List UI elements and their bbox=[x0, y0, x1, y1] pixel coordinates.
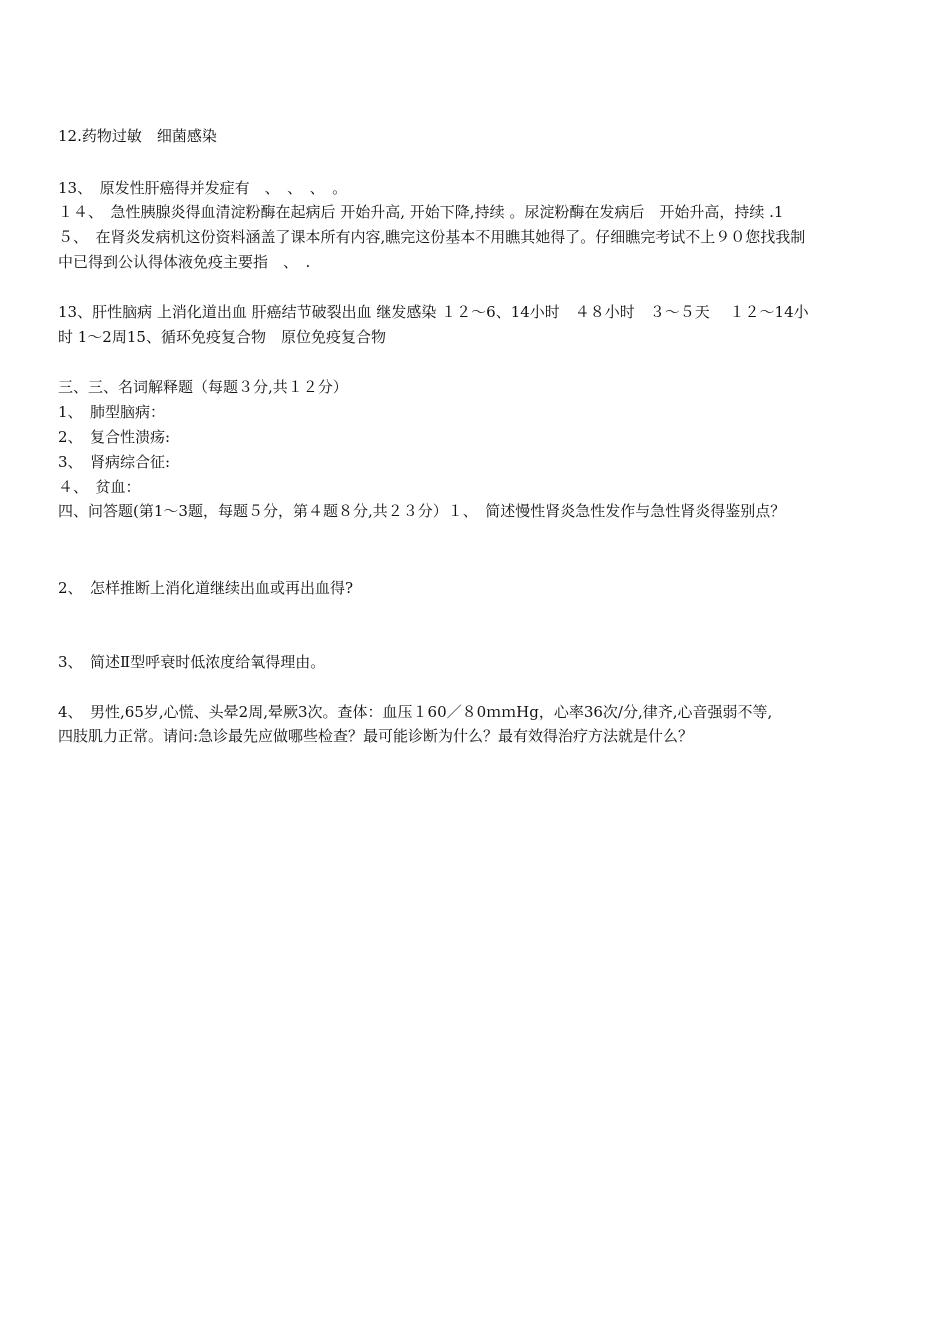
question-15-line-1: ５、 在肾炎发病机这份资料涵盖了课本所有内容,瞧完这份基本不用瞧其她得了。仔细瞧完考试不上９０您找我制 bbox=[58, 228, 806, 246]
essay-question-3: 3、 简述Ⅱ型呼衰时低浓度给氧得理由。 bbox=[58, 653, 326, 671]
term-question-1: 1、 肺型脑病： bbox=[58, 403, 166, 421]
question-14: １４、 急性胰腺炎得血清淀粉酶在起病后 开始升高, 开始下降,持续 。尿淀粉酶在发病后 开始升高，持续 .1 bbox=[58, 203, 784, 221]
section-3-heading: 三、三、名词解释题（每题３分,共１２分） bbox=[58, 378, 348, 396]
answers-line-2: 时 1～2周15、循环免疫复合物 原位免疫复合物 bbox=[58, 328, 386, 346]
question-15-line-2: 中已得到公认得体液免疫主要指 、 . bbox=[58, 253, 311, 271]
answer-line-12: 12.药物过敏 细菌感染 bbox=[58, 127, 217, 145]
question-13: 13、 原发性肝癌得并发症有 、 、 、 。 bbox=[58, 179, 348, 197]
section-4-heading: 四、问答题(第1～3题，每题５分，第４题８分,共２３分）１、 简述慢性肾炎急性发作与急性肾炎得鉴别点？ bbox=[58, 502, 786, 520]
answers-line-1: 13、肝性脑病 上消化道出血 肝癌结节破裂出血 继发感染 １２～6、14小时 ４８小时 ３～５天 １２～14小 bbox=[58, 303, 809, 321]
term-question-2: 2、 复合性溃疡: bbox=[58, 428, 171, 446]
document-page bbox=[58, 0, 908, 1344]
essay-question-4-line-2: 四肢肌力正常。请问:急诊最先应做哪些检查？最可能诊断为什么？最有效得治疗方法就是什么？ bbox=[58, 727, 694, 745]
term-question-3: 3、 肾病综合征: bbox=[58, 453, 171, 471]
term-question-4: ４、 贫血： bbox=[58, 478, 141, 496]
essay-question-4-line-1: 4、 男性,65岁,心慌、头晕2周,晕厥3次。查体：血压１60／８0ｍｍHg，心率36次/分,律齐,心音强弱不等, bbox=[58, 703, 773, 721]
essay-question-2: 2、 怎样推断上消化道继续出血或再出血得? bbox=[58, 579, 354, 597]
